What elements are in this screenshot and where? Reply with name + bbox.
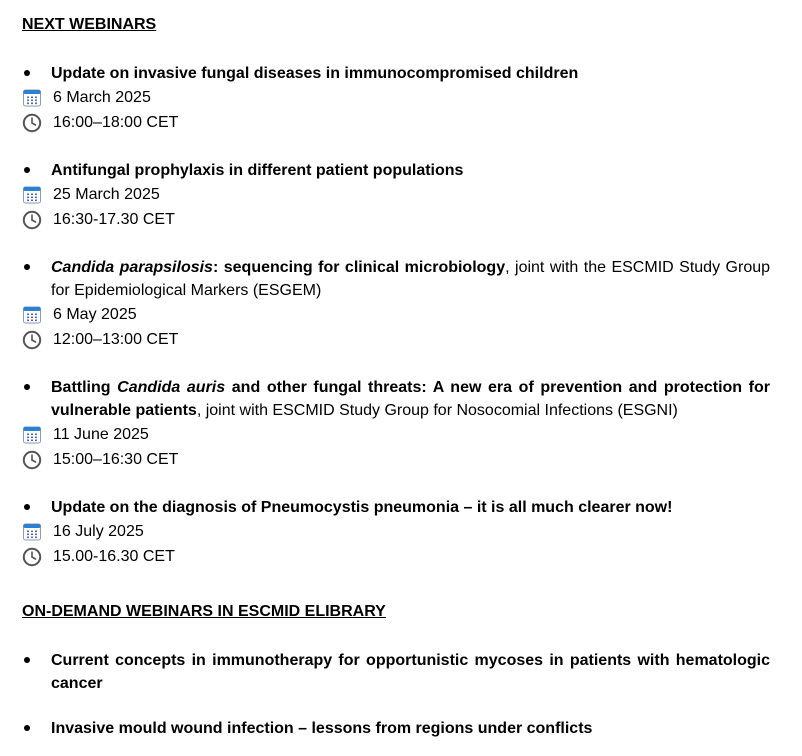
webinar-date: 6 May 2025 — [53, 306, 137, 323]
title-bold-part: and other fungal threats: A new era of prevention and protection for vulnerable patients — [51, 379, 771, 419]
title-bold-part: Battling — [51, 379, 118, 396]
webinar-date: 25 March 2025 — [53, 186, 160, 203]
title-bold-part: Antifungal prophylaxis in different patient populations — [51, 162, 464, 179]
webinar-title — [22, 256, 770, 302]
webinar-date-row — [22, 519, 770, 544]
next-webinars-heading: NEXT WEBINARS — [22, 16, 157, 33]
ondemand-heading: ON-DEMAND WEBINARS IN ESCMID ELIBRARY — [22, 603, 386, 620]
webinar-title — [22, 159, 770, 182]
ondemand-item — [22, 649, 770, 695]
ondemand-item — [22, 717, 770, 740]
clock-icon — [22, 113, 42, 133]
webinar-item — [22, 496, 770, 593]
webinar-item — [22, 62, 770, 159]
title-italic-part: Candida auris — [117, 379, 226, 396]
webinar-time: 15.00-16.30 CET — [53, 548, 175, 565]
webinar-title — [22, 496, 770, 519]
webinar-date-row — [22, 422, 770, 447]
title-bold-part — [117, 379, 225, 396]
ondemand-list — [22, 649, 770, 740]
webinar-date-row — [22, 182, 770, 207]
calendar-icon — [22, 88, 42, 108]
webinar-time: 16:00–18:00 CET — [53, 114, 179, 131]
document-page — [22, 14, 770, 740]
clock-icon — [22, 210, 42, 230]
calendar-icon — [22, 425, 42, 445]
bullet-icon — [24, 504, 30, 510]
webinar-time: 12:00–13:00 CET — [53, 331, 179, 348]
webinar-item — [22, 256, 770, 376]
webinar-time-row — [22, 207, 770, 232]
clock-icon — [22, 450, 42, 470]
title-bold-part: Update on the diagnosis of Pneumocystis pneumonia – it is all much clearer now! — [51, 499, 673, 516]
calendar-icon — [22, 305, 42, 325]
title-bold-part — [51, 259, 213, 276]
title-plain-part: , joint with the ESCMID Study Group for Epidemiological Markers (ESGEM) — [51, 259, 771, 299]
clock-icon — [22, 547, 42, 567]
webinar-time: 16:30-17.30 CET — [53, 211, 175, 228]
bullet-icon — [24, 70, 30, 76]
webinar-date: 6 March 2025 — [53, 89, 151, 106]
title-bold-part: Update on invasive fungal diseases in immunocompromised children — [51, 65, 579, 82]
calendar-icon — [22, 522, 42, 542]
webinar-date: 11 June 2025 — [53, 426, 149, 443]
webinar-time-row — [22, 544, 770, 569]
webinar-date-row — [22, 85, 770, 110]
title-plain-part: , joint with ESCMID Study Group for Nosocomial Infections (ESGNI) — [196, 402, 678, 419]
webinar-date-row — [22, 302, 770, 327]
title-bold-part: : sequencing for clinical microbiology — [212, 259, 506, 276]
bullet-icon — [24, 167, 30, 173]
bullet-icon — [24, 264, 30, 270]
webinar-time-row — [22, 447, 770, 472]
clock-icon — [22, 330, 42, 350]
webinar-time-row — [22, 327, 770, 352]
webinar-time-row — [22, 110, 770, 135]
bullet-icon — [24, 384, 30, 390]
calendar-icon — [22, 185, 42, 205]
webinar-item — [22, 159, 770, 256]
bullet-icon — [24, 725, 30, 731]
ondemand-title: Current concepts in immunotherapy for opportunistic mycoses in patients with hematologic cancer — [51, 652, 770, 692]
title-italic-part: Candida parapsilosis — [51, 259, 213, 276]
webinar-title — [22, 62, 770, 85]
ondemand-title: Invasive mould wound infection – lessons from regions under conflicts — [51, 720, 593, 737]
webinar-list — [22, 62, 770, 593]
bullet-icon — [24, 657, 30, 663]
webinar-title — [22, 376, 770, 422]
webinar-time: 15:00–16:30 CET — [53, 451, 179, 468]
webinar-date: 16 July 2025 — [53, 523, 144, 540]
webinar-item — [22, 376, 770, 496]
